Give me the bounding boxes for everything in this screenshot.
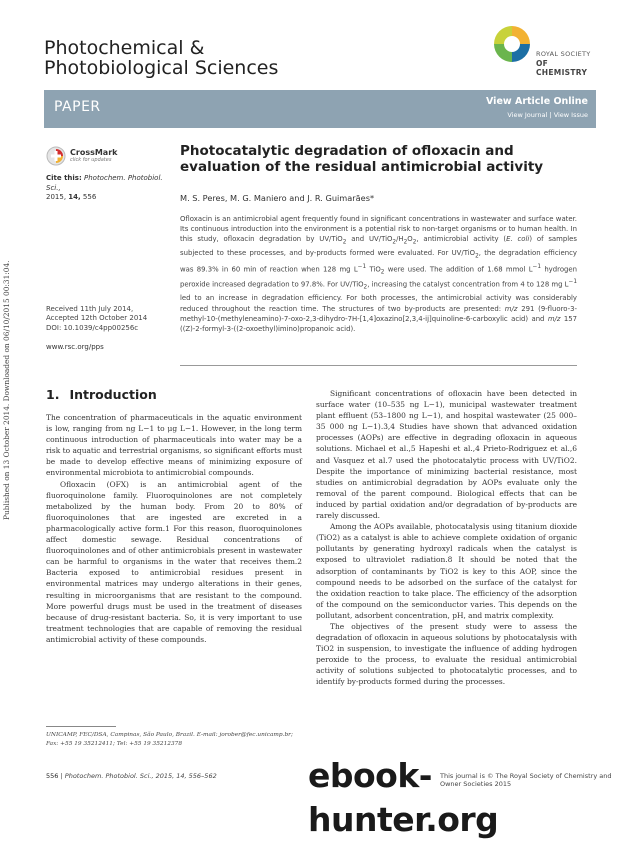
journal-title-line1: Photochemical & [44, 37, 205, 59]
authors: M. S. Peres, M. G. Maniero and J. R. Guimarães* [180, 193, 375, 203]
cite-prefix: Cite this: [46, 174, 82, 182]
cite-page: 556 [82, 193, 97, 201]
section-heading-introduction [46, 387, 157, 402]
abstract-divider [180, 365, 577, 366]
article-title: Photocatalytic degradation of ofloxacin and evaluation of the residual antimicrobial activity [180, 143, 544, 175]
paragraph: The objectives of the present study were to assess the degradation of ofloxacin in aqueous solutions by photocatalysis with TiO2 in suspension, to investigate the influence of adding hydrogen peroxide to the process, to evaluate the residual antimicrobial activity of solutions subjected to photocatalytic processes, and to identify by-products formed during the processes. [316, 621, 577, 687]
crossmark-icon [46, 146, 66, 166]
citation-block [46, 174, 166, 203]
paragraph: Significant concentrations of ofloxacin have been detected in surface water (10–535 ng L−1), municipal wastewater treatment plant effluent (53–1800 ng L−1), and hospital wastewater (25 000–35 000 ng L−1).3,4 Studies have shown that advanced oxidation processes (AOPs) are effective in degrading ofloxacin in aqueous solutions. Michael et al.,5 Hapeshi et al.,4 Prieto-Rodriguez et al.,6 and Vasquez et al.7 used the photocatalytic process with UV/TiO2. Despite the importance of minimizing bacterial resistance, most studies on antimicrobial degradation by AOPs evaluate only the removal of the parent compound. Biological effects that can be induced by partial oxidation and/or degradation of by-products are rarely discussed. [316, 389, 577, 521]
paragraph: Among the AOPs available, photocatalysis using titanium dioxide (TiO2) as a catalyst is able to achieve complete oxidation of organic pollutants by generating hydroxyl radicals when the catalyst is exposed to ultraviolet radiation.8 It should be noted that the adsorption of contaminants by TiO2 is key to this AOP, since the compound needs to be adsorbed on the surface of the catalyst for the oxidation reaction to take place. The efficiency of the adsorption of the compound on the semiconductor varies. This depends on the pollutant, adsorbent concentration, pH, and matrix complexity. [316, 522, 577, 620]
cite-volume: 14, [68, 193, 81, 201]
section-title: Introduction [69, 387, 157, 402]
footer-separator: | [60, 772, 63, 780]
paragraph: Ofloxacin (OFX) is an antimicrobial agent of the fluoroquinolone family. Fluoroquinolones are not completely metabolized by the human body. From 20 to 80% of fluoroquinolones that are ingested are excreted in a pharmacologically active form.1 For this reason, fluoroquinolones affect domestic sewage. Residual concentrations of fluoroquinolones and of other antimicrobials present in wastewater can be harmful to organisms in the water that receives them.2 Bacteria exposed to antimicrobial residues present in environmental matrices may undergo alterations in their genes, resulting in microorganisms that are resistant to the compound. More powerful drugs must be used in the treatment of diseases because of drug-resistant bacteria. So, it is very important to use treatment technologies that are capable of removing the residual antimicrobial activity of these compounds. [46, 479, 302, 644]
paragraph: The concentration of pharmaceuticals in the aquatic environment is low, ranging from ng L−1 to μg L−1. However, in the long term continuous introduction of pharmaceuticals into water may be a risk to aquatic and terrestrial organisms, so significant efforts must be made to develop effective means of minimizing exposure of environmental microbiota to antimicrobial compounds. [46, 413, 302, 478]
crossmark-label: CrossMark [70, 148, 118, 157]
rsc-ring-icon [492, 24, 532, 64]
crossmark-sub: click for updates [70, 157, 112, 163]
publication-history-sidebar: Published on 13 October 2014. Downloaded on 06/10/2015 00:31:04. [2, 260, 11, 520]
view-links [507, 111, 588, 119]
view-article-online-link[interactable]: View Article Online [486, 96, 588, 107]
body-column-left [46, 412, 302, 645]
journal-title-line2: Photobiological Sciences [44, 57, 279, 79]
article-type-label: PAPER [54, 99, 101, 115]
article-dates [46, 305, 171, 333]
page-number: 556 [46, 772, 59, 780]
abstract: Ofloxacin is an antimicrobial agent frequently found in significant concentrations in wastewater and surface water. Its continuous introduction into the environment is a potential risk to non-target organisms or to human health. In this study, ofloxacin degradation by UV/TiO$_2$ and $UV/TiO_2/H_2O_2$, antimicrobial activity (E. coli) of samples subjected to these processes, and by-products formed were evaluated. For UV/TiO$_2$, the degradation efficiency was 89.3% in 60 min of reaction when 128 mg $L^{-1}$ TiO$_2$ were used. The addition of 1.68 mmol $L^{-1}$ hydrogen peroxide increased degradation to 97.8%. For UV/TiO$_2$, increasing the catalyst concentration from 4 to 128 mg $L^{-1}$ led to an increase in degradation efficiency. For both processes, the antimicrobial activity was considerably reduced throughout the reaction time. The structures of two by-products are presented: m/z 291 (9-fluoro-3-methyl-10-(methyleneamino)-7-oxo-2,3-dihydro-7H-[1,4]oxazino[2,3,4-ij]quinoline-6-carboxylic acid) and m/z 157 ((Z)-2-formyl-3-((2-oxoethyl)imino)propanoic acid). [180, 215, 578, 333]
cite-year: 2015, [46, 193, 67, 201]
view-journal-link[interactable]: View Journal [507, 111, 548, 119]
crossmark-badge[interactable] [46, 146, 116, 166]
rsc-name-line1: ROYAL SOCIETY [536, 50, 591, 58]
cite-journal: Photochem. Photobiol. Sci., [46, 174, 163, 192]
footer-copyright: This journal is © The Royal Society of Chemistry and Owner Societies 2015 [440, 772, 612, 788]
journal-title [44, 38, 278, 78]
received-date: Received 11th July 2014, [46, 305, 134, 313]
links-separator: | [549, 111, 552, 119]
page-footer [46, 772, 217, 780]
rsc-name-line2: OF CHEMISTRY [536, 59, 588, 77]
journal-website-link[interactable]: www.rsc.org/pps [46, 343, 104, 351]
accepted-date: Accepted 12th October 2014 [46, 314, 148, 323]
section-number: 1. [46, 387, 60, 402]
footnote-divider [46, 726, 116, 727]
view-issue-link[interactable]: View Issue [553, 111, 588, 119]
article-type-banner [44, 90, 596, 128]
affiliation-footnote: UNICAMP, FEC/DSA, Campinas, São Paulo, Brazil. E-mail: jorober@fec.unicamp.br; Fax: +55 19 35212411; Tel: +55 19 35212378 [46, 732, 293, 747]
footer-journal-ref: Photochem. Photobiol. Sci., 2015, 14, 556–562 [64, 772, 217, 780]
body-column-right [316, 388, 577, 688]
rsc-logo[interactable] [490, 20, 600, 80]
watermark: ebook-hunter.org [308, 756, 499, 839]
doi[interactable]: DOI: 10.1039/c4pp00256c [46, 323, 139, 332]
